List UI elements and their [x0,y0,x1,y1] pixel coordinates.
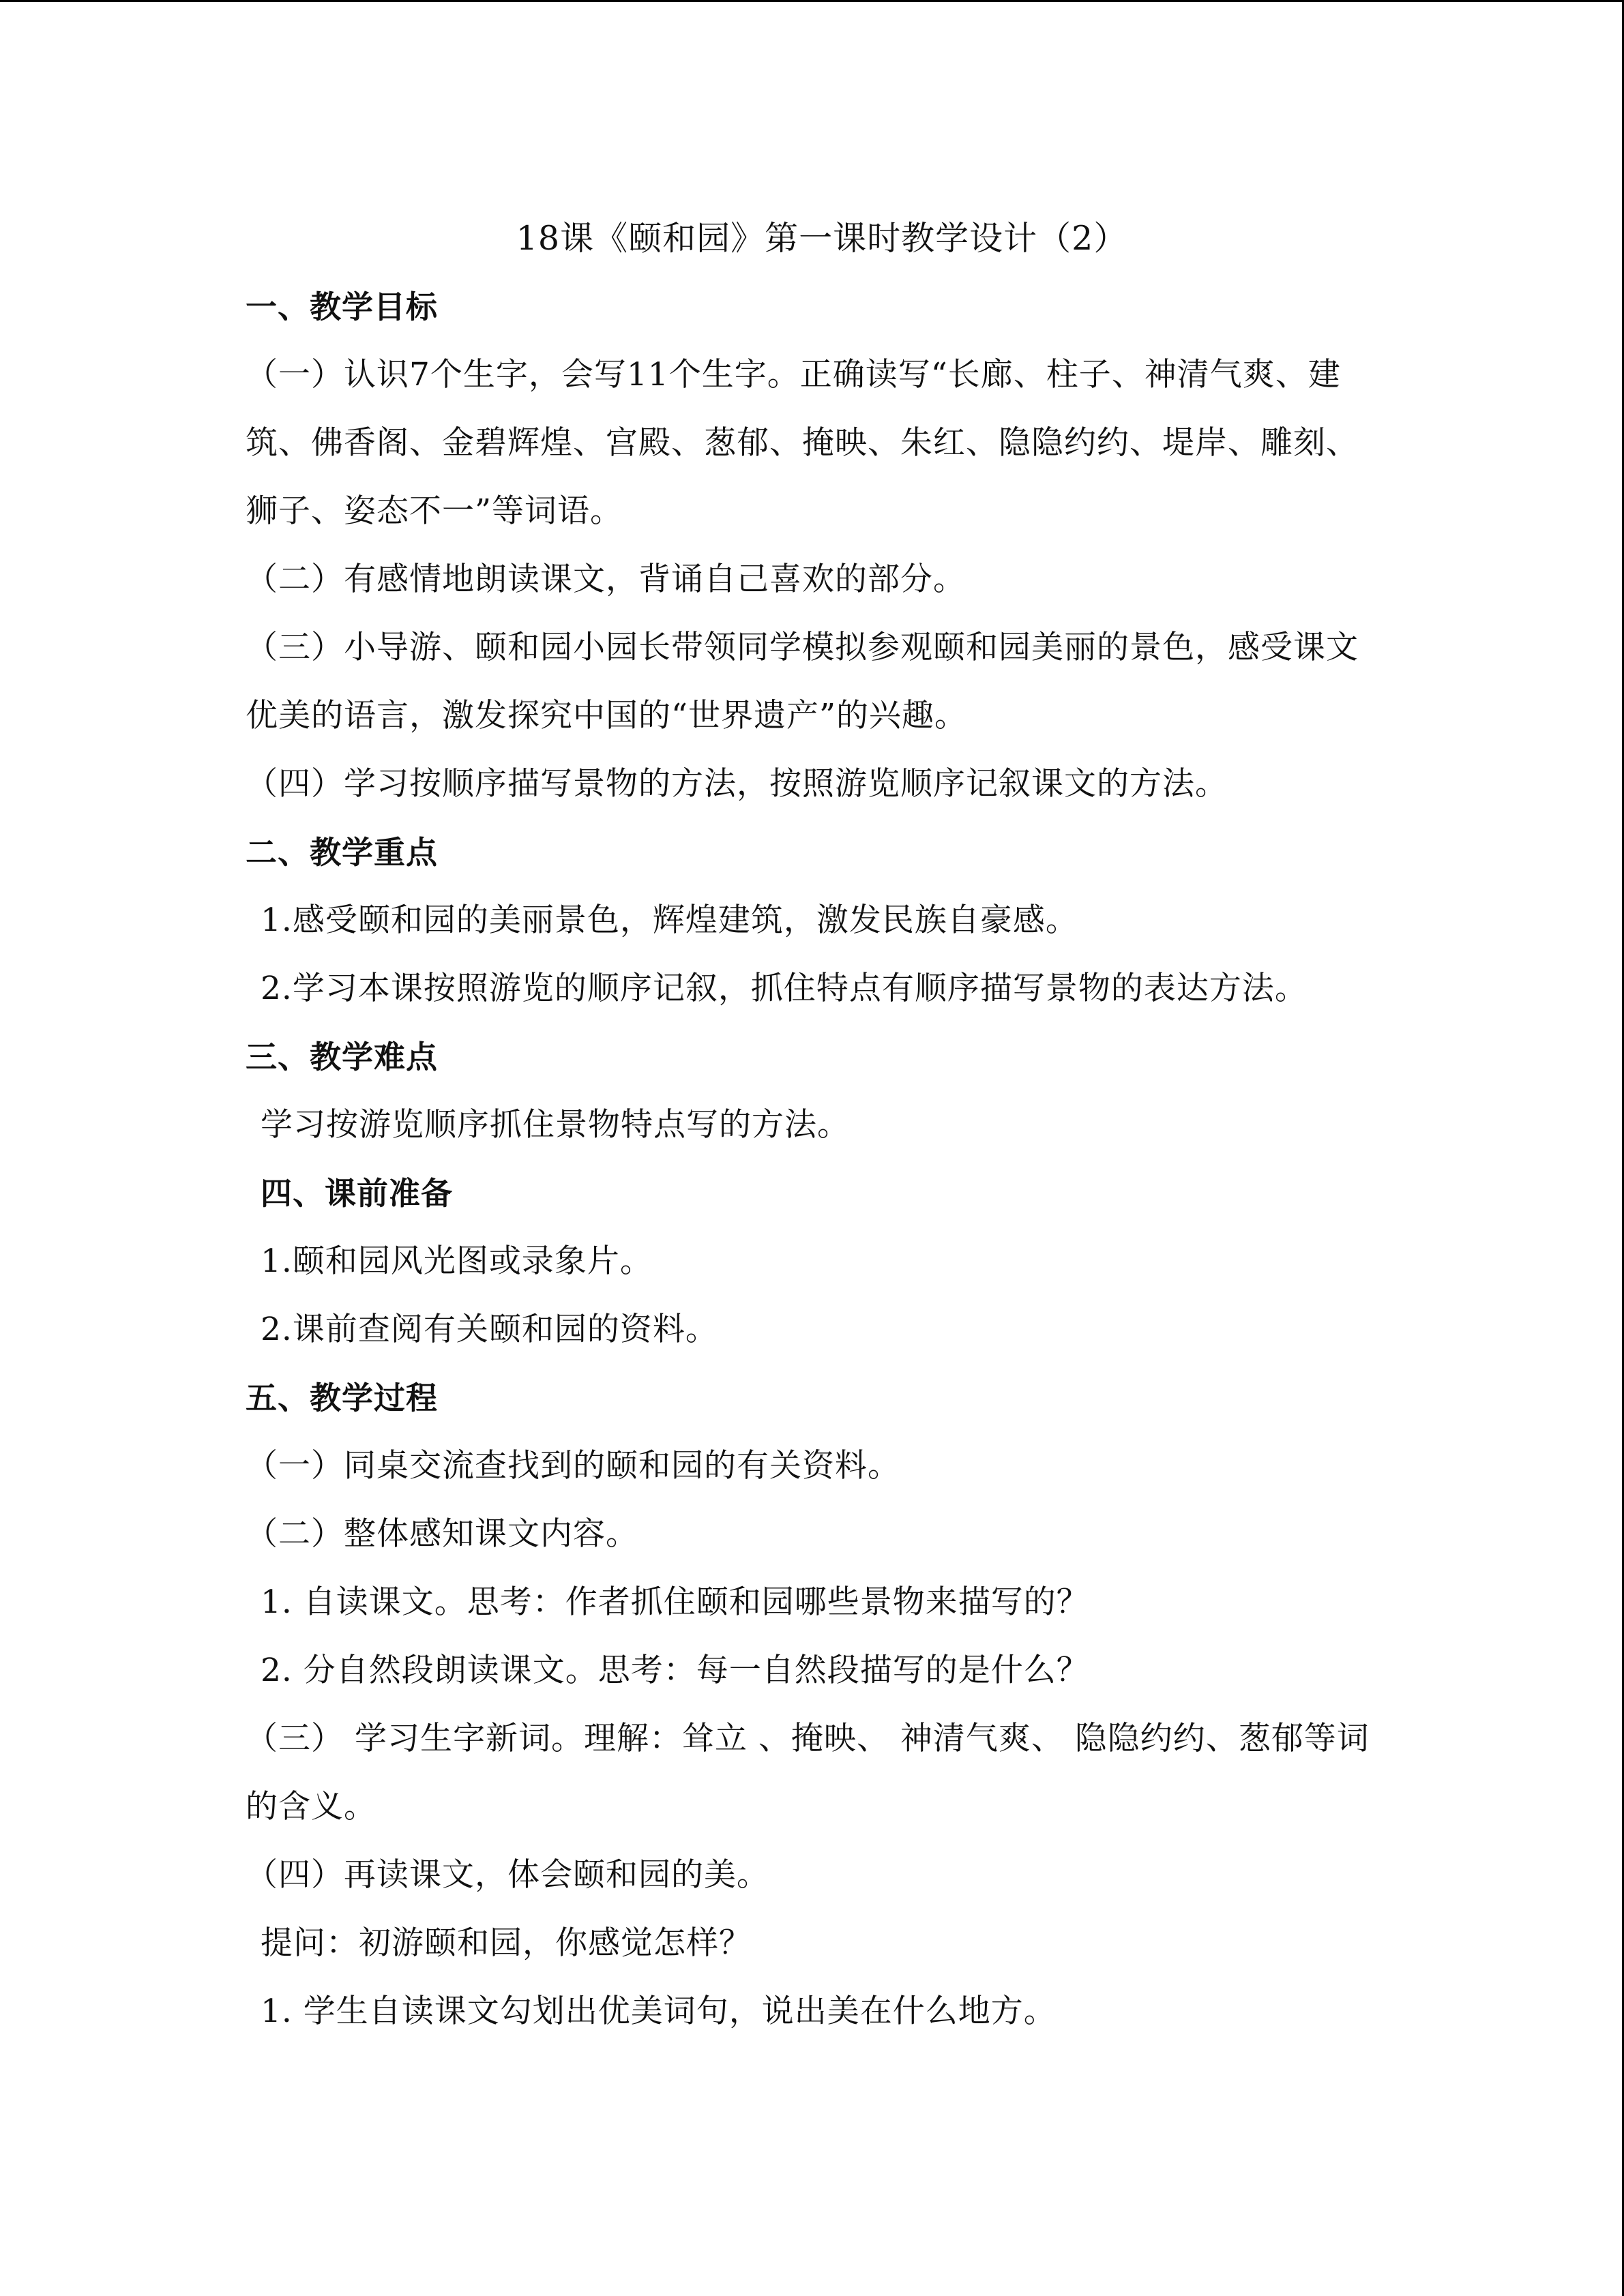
document-page [246,205,1398,2046]
page-top-border [0,0,1624,2]
body-text-line: 筑、佛香阁、金碧辉煌、宫殿、葱郁、掩映、朱红、隐隐约约、堤岸、雕刻、 [246,424,1359,462]
body-text-line: 狮子、姿态不一”等词语。 [246,492,623,530]
body-text-line: 2.课前查阅有关颐和园的资料。 [261,1311,718,1348]
body-text-line: 2.学习本课按照游览的顺序记叙，抓住特点有顺序描写景物的表达方法。 [261,970,1308,1007]
section-heading: 五、教学过程 [246,1380,438,1416]
body-text-line: （一）同桌交流查找到的颐和园的有关资料。 [246,1447,900,1485]
body-text-line: （一）认识7个生字，会写11个生字。正确读写“长廊、柱子、神清气爽、建 [246,356,1341,393]
document-body [246,273,1398,2046]
body-text-line: 2. 分自然段朗读课文。思考：每一自然段描写的是什么？ [261,1652,1089,1689]
body-text-line: 学习按游览顺序抓住景物特点写的方法。 [261,1106,850,1144]
section-heading: 二、教学重点 [246,834,438,871]
body-text-line: （三） 学习生字新词。理解：耸立 、掩映、 神清气爽、 隐隐约约、葱郁等词 [246,1720,1370,1757]
body-text-line: （三）小导游、颐和园小园长带领同学模拟参观颐和园美丽的景色，感受课文 [246,629,1359,666]
section-heading: 四、课前准备 [261,1175,453,1212]
body-text-line: （四）学习按顺序描写景物的方法，按照游览顺序记叙课文的方法。 [246,765,1228,803]
body-text-line: 1. 学生自读课文勾划出优美词句，说出美在什么地方。 [261,1993,1057,2030]
body-text-line: 优美的语言，激发探究中国的“世界遗产”的兴趣。 [246,697,968,734]
section-heading: 三、教学难点 [246,1039,438,1075]
body-text-line: 1.感受颐和园的美丽景色，辉煌建筑，激发民族自豪感。 [261,901,1078,939]
body-text-line: （二）有感情地朗读课文，背诵自己喜欢的部分。 [246,561,966,598]
body-text-line: 1. 自读课文。思考：作者抓住颐和园哪些景物来描写的？ [261,1583,1089,1621]
body-text-line: 的含义。 [246,1788,377,1825]
body-text-line: 提问：初游颐和园，你感觉怎样？ [261,1924,752,1962]
body-text-line: （二）整体感知课文内容。 [246,1515,638,1553]
body-text-line: （四）再读课文，体会颐和园的美。 [246,1856,769,1894]
body-text-line: 1.颐和园风光图或录象片。 [261,1242,653,1280]
section-heading: 一、教学目标 [246,288,438,325]
document-title: 18课《颐和园》第一课时教学设计（2） [516,219,1128,258]
